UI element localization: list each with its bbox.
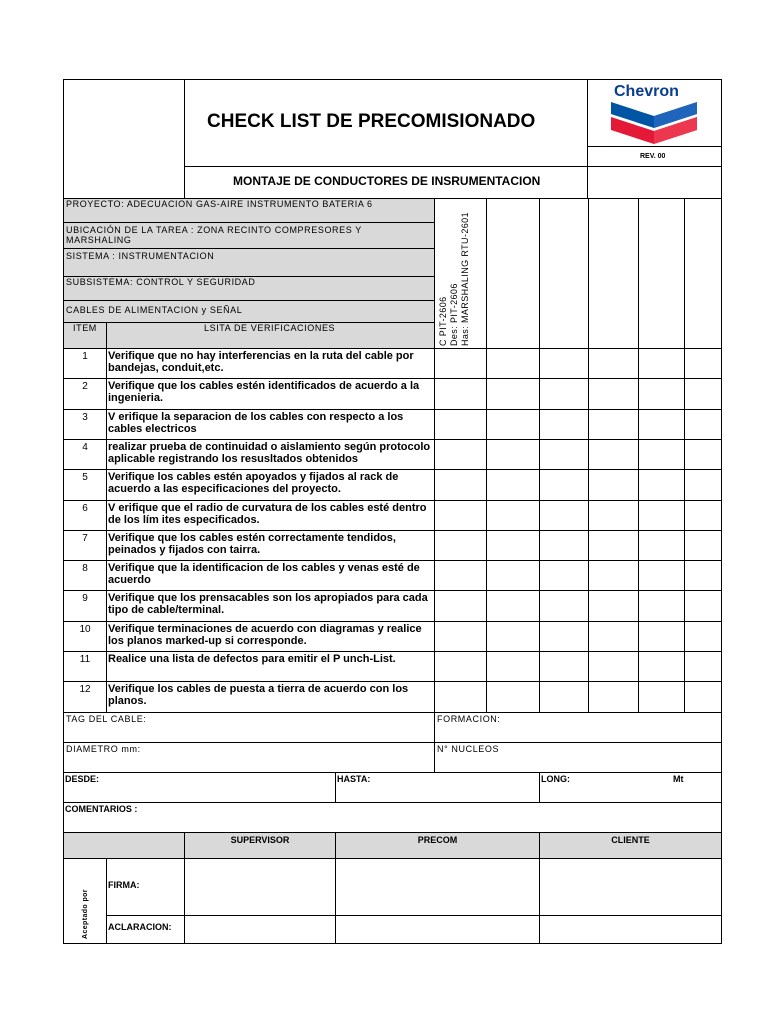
check-cell-3[interactable]: [539, 439, 589, 470]
check-cell-3[interactable]: [539, 348, 589, 379]
precom-header-cell: [335, 832, 540, 859]
check-cell-1[interactable]: [434, 560, 487, 591]
proyecto-text: PROYECTO: ADECUACION GAS-AIRE INSTRUMENTO BATERIA 6: [66, 199, 373, 209]
item-number-cell: [63, 621, 107, 652]
cables-row: [63, 300, 435, 323]
item-text: Verifique que los prensacables son los apropiados para cada tipo de cable/terminal.: [108, 592, 428, 616]
item-number-cell: [63, 560, 107, 591]
firma-supervisor-field[interactable]: [184, 858, 336, 916]
check-cell-2[interactable]: [486, 560, 540, 591]
check-cell-1[interactable]: [434, 378, 487, 410]
item-text: Verifique que los cables estén correctamente tendidos, peinados y fijados con tairra.: [108, 532, 396, 556]
item-number-cell: [63, 348, 107, 379]
check-cell-4[interactable]: [588, 621, 639, 652]
supervisor-header-cell: [184, 832, 336, 859]
item-header: ITEM: [73, 323, 97, 333]
aceptado-por-label: Aceptado por: [82, 889, 89, 939]
item-text: realizar prueba de continuidad o aislamiento según protocolo aplicable registrando los resusltados obtenidos: [108, 441, 431, 465]
long-label: LONG:: [541, 774, 570, 784]
hasta-cell: [335, 772, 540, 803]
item-number-cell: [63, 439, 107, 470]
check-cell-3[interactable]: [539, 621, 589, 652]
item-text: Verifique que la identificacion de los cables y venas esté de acuerdo: [108, 562, 420, 586]
item-text-cell: [106, 651, 435, 682]
cables-text: CABLES DE ALIMENTACION y SEÑAL: [66, 305, 243, 315]
page-subtitle: MONTAJE DE CONDUCTORES DE INSRUMENTACION: [233, 174, 541, 188]
check-cell-1[interactable]: [434, 500, 487, 531]
item-text: Verifique que no hay interferencias en la ruta del cable por bandejas, conduit,etc.: [108, 350, 414, 374]
check-cell-4[interactable]: [588, 469, 639, 501]
cable-id-header-cell: [434, 198, 487, 349]
header-left-blank: [63, 79, 185, 199]
aclaracion-supervisor-field[interactable]: [184, 915, 336, 944]
subtitle-cell: [184, 166, 588, 199]
check-cell-2[interactable]: [486, 681, 540, 713]
nucleos-cell: [434, 742, 722, 773]
item-number: 8: [82, 563, 88, 574]
check-col-header-5: [638, 198, 685, 349]
item-number-cell: [63, 681, 107, 713]
item-text-cell: [106, 469, 435, 501]
aclaracion-label: ACLARACION:: [108, 922, 172, 932]
item-number: 6: [82, 503, 88, 514]
item-text: Verifique los cables de puesta a tierra de acuerdo con los planos.: [108, 683, 409, 707]
check-cell-6[interactable]: [684, 439, 722, 470]
check-col-header-2: [486, 198, 540, 349]
check-cell-2[interactable]: [486, 621, 540, 652]
proyecto-row: [63, 198, 435, 223]
item-number: 3: [82, 412, 88, 423]
item-text: Realice una lista de defectos para emitir el P unch-List.: [108, 653, 396, 665]
item-number: 7: [82, 533, 88, 544]
check-cell-4[interactable]: [588, 439, 639, 470]
item-number: 9: [82, 593, 88, 604]
firma-label: FIRMA:: [108, 880, 140, 890]
check-cell-4[interactable]: [588, 409, 639, 440]
check-cell-2[interactable]: [486, 469, 540, 501]
item-text-cell: [106, 378, 435, 410]
formacion-cell: [434, 712, 722, 743]
check-cell-5[interactable]: [638, 590, 685, 622]
desde-cell: [63, 772, 336, 803]
cliente-header-cell: [539, 832, 722, 859]
long-cell: [539, 772, 722, 803]
nucleos-label: N° NUCLEOS: [437, 744, 500, 754]
item-number-cell: [63, 469, 107, 501]
check-cell-5[interactable]: [638, 378, 685, 410]
item-text-cell: [106, 681, 435, 713]
formacion-label: FORMACION:: [437, 714, 501, 724]
item-number-cell: [63, 500, 107, 531]
item-text: V erifique la separacion de los cables con respecto a los cables electricos: [108, 411, 404, 435]
item-number-cell: [63, 530, 107, 561]
check-cell-1[interactable]: [434, 621, 487, 652]
check-cell-1[interactable]: [434, 409, 487, 440]
item-text: Verifique los cables estén apoyados y fijados al rack de acuerdo a las especificaciones del proyecto.: [108, 471, 399, 495]
item-number: 12: [79, 684, 91, 695]
verificaciones-header: LSITA DE VERIFICACIONES: [204, 323, 336, 333]
check-cell-5[interactable]: [638, 409, 685, 440]
check-cell-6[interactable]: [684, 530, 722, 561]
firma-precom-field[interactable]: [335, 858, 540, 916]
check-cell-3[interactable]: [539, 500, 589, 531]
check-cell-3[interactable]: [539, 560, 589, 591]
item-number: 5: [82, 472, 88, 483]
sistema-text: SISTEMA : INSTRUMENTACION: [66, 251, 215, 261]
check-cell-1[interactable]: [434, 439, 487, 470]
aclaracion-precom-field[interactable]: [335, 915, 540, 944]
supervisor-header: SUPERVISOR: [230, 835, 290, 845]
item-number: 4: [82, 442, 88, 453]
check-cell-6[interactable]: [684, 621, 722, 652]
title-cell: [184, 79, 588, 167]
item-text: V erifique que el radio de curvatura de los cables esté dentro de los lím ites especificados.: [108, 502, 427, 526]
check-cell-1[interactable]: [434, 590, 487, 622]
check-cell-2[interactable]: [486, 409, 540, 440]
cable-id-label-3: Has: MARSHALING RTU-2601: [460, 212, 470, 346]
comentarios-label: COMENTARIOS :: [65, 804, 138, 814]
check-cell-2[interactable]: [486, 378, 540, 410]
item-text-cell: [106, 560, 435, 591]
check-cell-5[interactable]: [638, 500, 685, 531]
check-cell-6[interactable]: [684, 590, 722, 622]
check-cell-2[interactable]: [486, 530, 540, 561]
check-cell-4[interactable]: [588, 500, 639, 531]
item-text-cell: [106, 409, 435, 440]
item-number-cell: [63, 590, 107, 622]
sign-header-blank: [63, 832, 185, 859]
check-cell-6[interactable]: [684, 560, 722, 591]
check-cell-1[interactable]: [434, 469, 487, 501]
check-cell-5[interactable]: [638, 469, 685, 501]
subsistema-text: SUBSISTEMA: CONTROL Y SEGURIDAD: [66, 277, 256, 287]
check-cell-3[interactable]: [539, 681, 589, 713]
check-cell-4[interactable]: [588, 681, 639, 713]
check-cell-5[interactable]: [638, 681, 685, 713]
check-cell-2[interactable]: [486, 500, 540, 531]
check-cell-4[interactable]: [588, 560, 639, 591]
aceptado-por-cell: [63, 858, 107, 944]
item-number-cell: [63, 651, 107, 682]
item-number: 10: [79, 624, 91, 635]
check-cell-6[interactable]: [684, 500, 722, 531]
check-col-header-6: [684, 198, 722, 349]
chevron-logo-text: Chevron: [614, 83, 679, 100]
check-cell-4[interactable]: [588, 530, 639, 561]
verificaciones-header-cell: [106, 322, 435, 349]
check-col-header-4: [588, 198, 639, 349]
item-number-cell: [63, 409, 107, 440]
header-right-blank: [587, 166, 722, 199]
item-text: Verifique que los cables estén identificados de acuerdo a la ingenieria.: [108, 380, 420, 404]
rev-label: REV. 00: [640, 153, 666, 160]
check-cell-3[interactable]: [539, 469, 589, 501]
tag-cable-label: TAG DEL CABLE:: [66, 714, 147, 724]
hasta-label: HASTA:: [337, 774, 371, 784]
check-cell-4[interactable]: [588, 590, 639, 622]
item-text: Verifique terminaciones de acuerdo con diagramas y realice los planos marked-up si corresponde.: [108, 623, 422, 647]
check-cell-2[interactable]: [486, 651, 540, 682]
check-cell-5[interactable]: [638, 621, 685, 652]
check-cell-3[interactable]: [539, 378, 589, 410]
check-cell-6[interactable]: [684, 409, 722, 440]
item-number: 11: [79, 654, 91, 665]
firma-label-cell: [106, 858, 185, 916]
check-cell-3[interactable]: [539, 530, 589, 561]
diametro-cell: [63, 742, 435, 773]
chevron-logo: [588, 80, 721, 146]
item-text-cell: [106, 621, 435, 652]
check-cell-5[interactable]: [638, 530, 685, 561]
ubicacion-row: [63, 222, 435, 249]
mt-label: Mt: [673, 774, 684, 784]
check-cell-6[interactable]: [684, 681, 722, 713]
check-cell-4[interactable]: [588, 348, 639, 379]
check-cell-5[interactable]: [638, 348, 685, 379]
subsistema-row: [63, 276, 435, 301]
item-number-cell: [63, 378, 107, 410]
check-cell-4[interactable]: [588, 378, 639, 410]
check-cell-6[interactable]: [684, 651, 722, 682]
check-cell-4[interactable]: [588, 651, 639, 682]
comentarios-cell: [63, 802, 722, 833]
sistema-row: [63, 248, 435, 277]
item-text-cell: [106, 348, 435, 379]
logo-cell: [587, 79, 722, 147]
item-text-cell: [106, 500, 435, 531]
aclaracion-cliente-field[interactable]: [539, 915, 722, 944]
check-cell-2[interactable]: [486, 439, 540, 470]
check-cell-5[interactable]: [638, 439, 685, 470]
check-cell-5[interactable]: [638, 651, 685, 682]
item-number: 2: [82, 381, 88, 392]
check-cell-6[interactable]: [684, 378, 722, 410]
check-cell-2[interactable]: [486, 590, 540, 622]
check-cell-1[interactable]: [434, 530, 487, 561]
check-cell-1[interactable]: [434, 651, 487, 682]
item-number: 1: [82, 351, 88, 362]
check-cell-2[interactable]: [486, 348, 540, 379]
check-cell-6[interactable]: [684, 469, 722, 501]
precom-header: PRECOM: [417, 835, 458, 845]
item-text-cell: [106, 590, 435, 622]
check-cell-1[interactable]: [434, 348, 487, 379]
check-cell-5[interactable]: [638, 560, 685, 591]
cliente-header: CLIENTE: [611, 835, 650, 845]
check-cell-3[interactable]: [539, 590, 589, 622]
check-cell-6[interactable]: [684, 348, 722, 379]
check-cell-1[interactable]: [434, 681, 487, 713]
rev-cell: [587, 146, 722, 167]
tag-cable-cell: [63, 712, 435, 743]
check-cell-3[interactable]: [539, 651, 589, 682]
diametro-label: DIAMETRO mm:: [66, 744, 141, 754]
check-col-header-3: [539, 198, 589, 349]
aclaracion-label-cell: [106, 915, 185, 944]
item-text-cell: [106, 439, 435, 470]
item-header-cell: [63, 322, 107, 349]
cable-id-label-1: C PIT-2606: [438, 296, 448, 346]
cable-id-label-2: Des: PIT-2606: [449, 283, 459, 346]
firma-cliente-field[interactable]: [539, 858, 722, 916]
page-title: CHECK LIST DE PRECOMISIONADO: [207, 111, 536, 132]
check-cell-3[interactable]: [539, 409, 589, 440]
ubicacion-text: UBICACIÓN DE LA TAREA : ZONA RECINTO COMPRESORES Y MARSHALING: [66, 225, 362, 245]
desde-label: DESDE:: [65, 774, 100, 784]
item-text-cell: [106, 530, 435, 561]
